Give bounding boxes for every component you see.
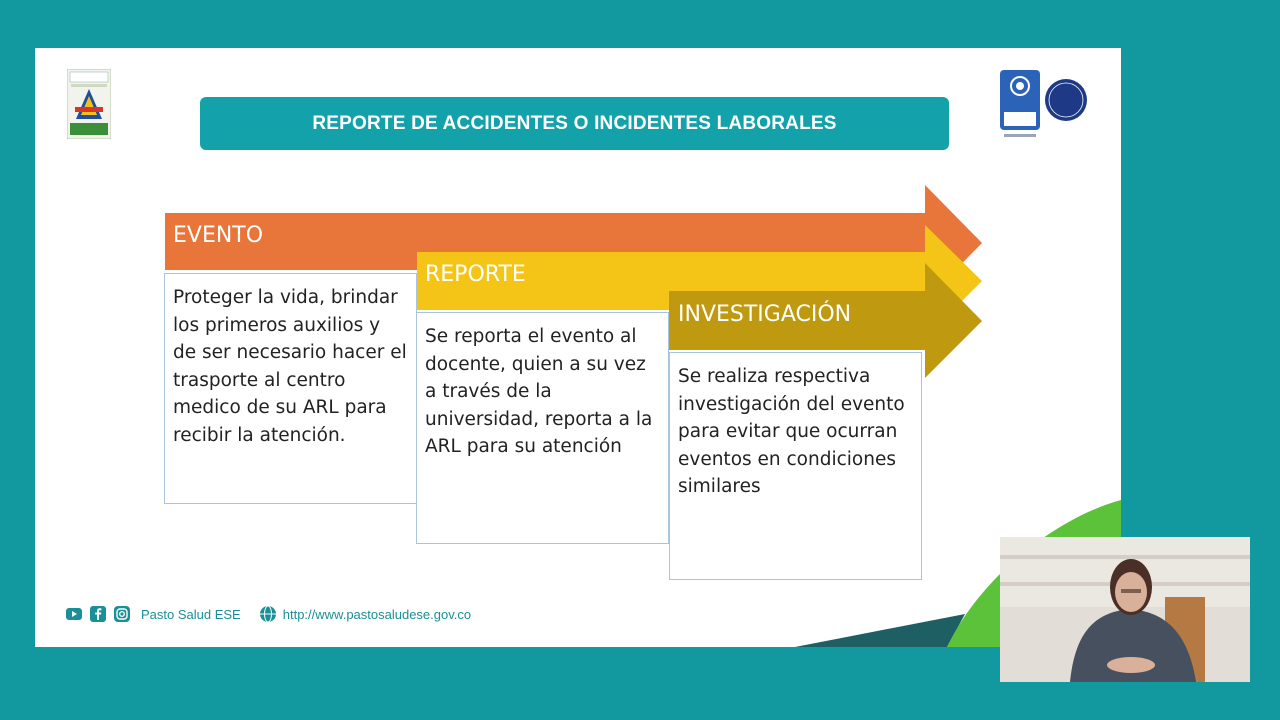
presentation-slide	[35, 48, 1121, 647]
website-link[interactable]: http://www.pastosaludese.gov.co	[282, 606, 472, 622]
step-label-reporte: REPORTE	[425, 262, 526, 287]
social-account-name: Pasto Salud ESE	[141, 606, 241, 622]
presenter-image	[1000, 537, 1250, 682]
youtube-icon	[65, 605, 83, 623]
step-label-investigacion: INVESTIGACIÓN	[678, 302, 852, 327]
facebook-icon	[89, 605, 107, 623]
slide-title: REPORTE DE ACCIDENTES O INCIDENTES LABORALES	[200, 97, 949, 150]
presenter-video	[1000, 537, 1250, 682]
step-label-evento: EVENTO	[173, 223, 264, 248]
step-box-evento: Proteger la vida, brindar los primeros auxilios y de ser necesario hacer el trasporte al centro medico de su ARL para recibir la atención.	[164, 273, 417, 504]
instagram-icon	[113, 605, 131, 623]
slide-footer	[65, 605, 471, 623]
step-box-investigacion: Se realiza respectiva investigación del evento para evitar que ocurran eventos en condiciones similares	[669, 352, 922, 580]
step-box-reporte: Se reporta el evento al docente, quien a su vez a través de la universidad, reporta a la ARL para su atención	[416, 312, 669, 544]
globe-icon	[259, 605, 277, 623]
